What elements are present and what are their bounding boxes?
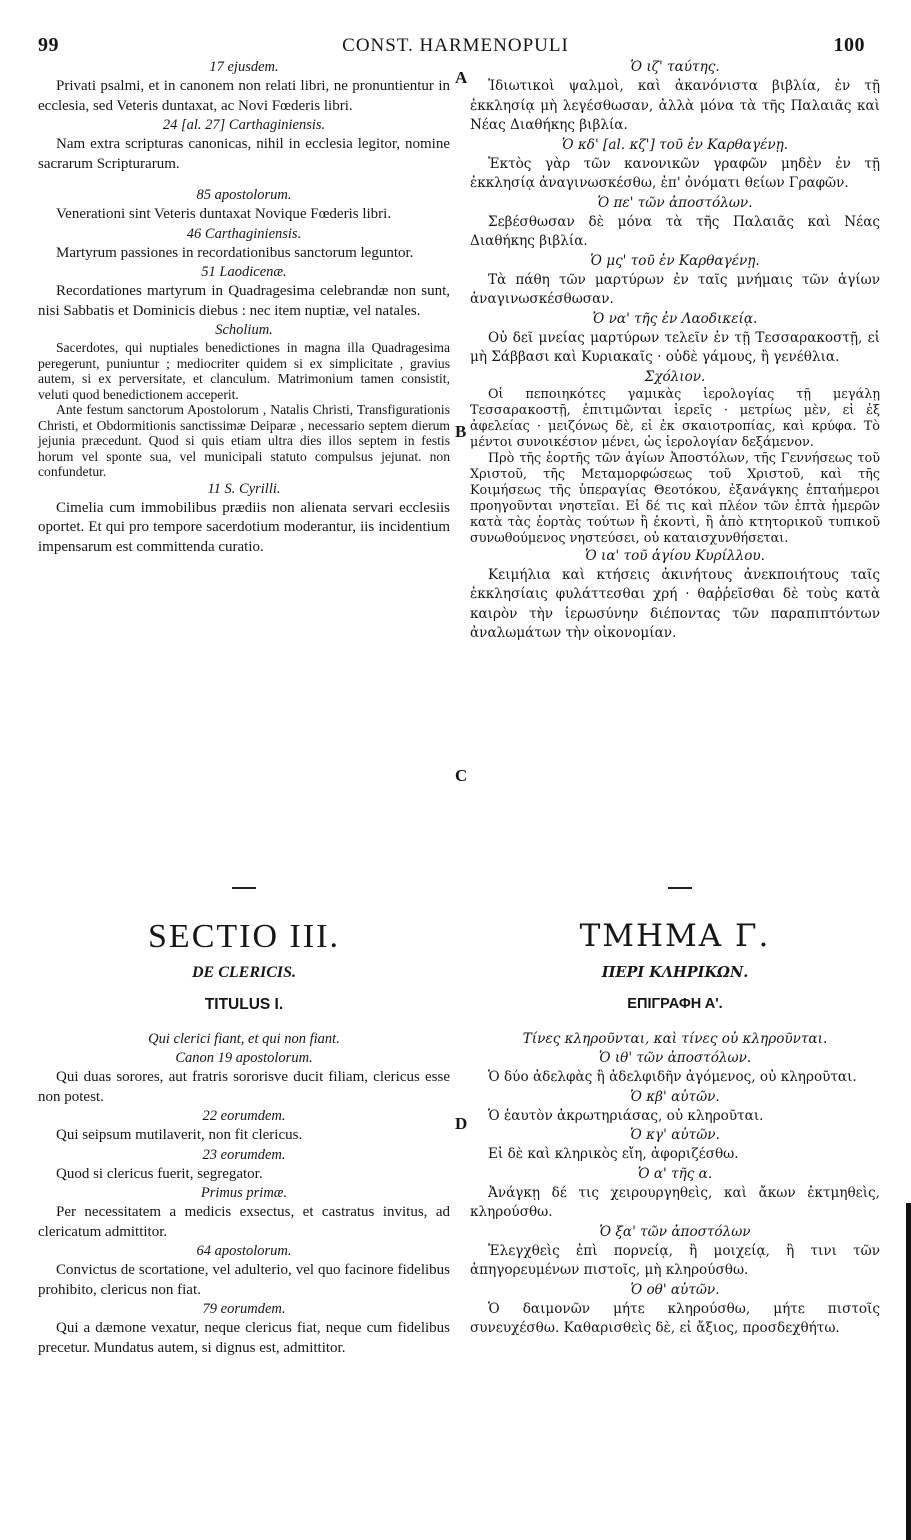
canon-paragraph: Ἐλεγχθεὶς ἐπὶ πορνείᾳ, ἢ μοιχείᾳ, ἢ τινι τῶν ἀπηγορευμένων πιστοῖς, μὴ κληρούσθω. — [470, 1242, 880, 1278]
canon-heading: Ὁ ια' τοῦ ἁγίου Κυρίλλου. — [584, 547, 765, 564]
canon-paragraph: Martyrum passiones in recordationibus sanctorum leguntor. — [56, 244, 414, 261]
canon-paragraph: Εἰ δὲ καὶ κληρικὸς εἴη, ἀφοριζέσθω. — [488, 1146, 739, 1162]
canon-heading: Ὁ κγ' αὐτῶν. — [630, 1127, 720, 1143]
canon-paragraph: Ὁ ἑαυτὸν ἀκρωτηριάσας, οὐ κληροῦται. — [488, 1107, 764, 1124]
canon-heading: 17 ejusdem. — [209, 59, 279, 75]
canon-heading: 46 Carthaginiensis. — [186, 225, 302, 242]
scholium-paragraph: Sacerdotes, qui nuptiales benedictiones in magna illa Quadragesima peregerunt, puniuntur ; mediocriter quidem si ex simplicitate , gravius autem, si ex perversitate, et clanculum. Matrimonium tamen consistit, veluti quod benedictionem acceperit. — [38, 340, 450, 402]
canon-heading: Ὁ ξα' τῶν ἀποστόλων — [599, 1223, 751, 1240]
page-edge-shadow — [906, 1203, 911, 1540]
section-subtitle-greek: ΠΕΡΙ ΚΛΗΡΙΚΩΝ. — [601, 964, 749, 981]
canon-paragraph: Recordationes martyrum in Quadragesima celebrandæ non sunt, nisi Sabbatis et Dominicis diebus : nec item nuptiæ, vel natales. — [38, 283, 450, 319]
canon-heading: Τίνες κληροῦνται, καὶ τίνες οὐ κληροῦνται. — [522, 1031, 828, 1047]
canon-heading: Σχόλιον. — [644, 368, 706, 385]
canon-paragraph: Ὁ δαιμονῶν μήτε κληρούσθω, μήτε πιστοῖς συνευχέσθω. Καθαρισθεὶς δὲ, εἰ ἄξιος, προσδεχθήτω. — [470, 1300, 880, 1336]
canon-heading: Ὁ α' τῆς α. — [637, 1165, 713, 1182]
canon-paragraph: Ἀνάγκῃ δέ τις χειρουργηθεὶς, καὶ ἄκων ἐκτμηθεὶς, κληρούσθω. — [470, 1184, 880, 1220]
canon-heading: 79 eorumdem. — [202, 1301, 286, 1317]
canon-paragraph: Privati psalmi, et in canonem non relati libri, ne pronuntientur in ecclesia, sed Veteris duntaxat, ac Novi Fœderis libri. — [38, 78, 450, 114]
section-title-latin: SECTIO III. — [148, 918, 340, 955]
canon-paragraph: Τὰ πάθη τῶν μαρτύρων ἐν ταῖς μνήμαις τῶν ἁγίων ἀναγινωσκέσθωσαν. — [470, 271, 880, 307]
canon-heading: Ὁ πε' τῶν ἀποστόλων. — [597, 194, 753, 211]
canon-paragraph: Ἐκτὸς γὰρ τῶν κανονικῶν γραφῶν μηδὲν ἐν τῇ ἐκκλησίᾳ ἀναγινωσκέσθω, ἐπ' ὀνόματι θείων Γραφῶν. — [470, 155, 880, 191]
canon-heading: Ὁ μς' τοῦ ἐν Καρθαγένῃ. — [590, 252, 760, 269]
canon-heading: Primus primæ. — [200, 1185, 288, 1201]
canon-paragraph: Οὐ δεῖ μνείας μαρτύρων τελεῖν ἐν τῇ Τεσσαρακοστῇ, εἰ μὴ Σάββασι καὶ Κυριακαῖς · οὐδὲ γάμους, ἢ γενέθλια. — [470, 329, 880, 365]
canon-heading: Ὁ ιθ' τῶν ἀποστόλων. — [598, 1050, 752, 1066]
margin-letter-b: B — [455, 422, 467, 441]
canon-heading: Canon 19 apostolorum. — [175, 1050, 313, 1066]
running-title: CONST. HARMENOPULI — [342, 35, 569, 56]
canon-paragraph: Qui seipsum mutilaverit, non fit clericus. — [56, 1127, 303, 1143]
scholium-paragraph: Οἱ πεποιηκότες γαμικὰς ἱερολογίας τῇ μεγάλῃ Τεσσαρακοστῇ, ἐπιτιμῶνται ἱερεῖς · μετρίως μὲν, εἰ ἐξ ἀφελείας · μειζόνως δὲ, εἰ ἐκ σκαιοτροπίας, καὶ κρύφα. Τὸ μέντοι συνοικέσιον μένει, ὡς ἱερολογίαν δεξάμενον. — [470, 386, 880, 450]
spacer — [38, 174, 450, 186]
canon-heading: Qui clerici fiant, et qui non fiant. — [148, 1031, 340, 1047]
canon-paragraph: Convictus de scortatione, vel adulterio, vel quo facinore fidelibus prohibito, clericus non fiat. — [38, 1262, 450, 1298]
titulus-latin: TITULUS I. — [204, 996, 284, 1013]
canon-heading: Ὁ κδ' [al. κζ'] τοῦ ἐν Καρθαγένῃ. — [561, 136, 789, 153]
canon-paragraph: Qui a dæmone vexatur, neque clericus fiat, neque cum fidelibus precetur. Mundatus autem, si dignus est, admittitor. — [38, 1320, 450, 1356]
canon-heading: Ὁ οθ' αὐτῶν. — [630, 1281, 720, 1298]
canon-heading: 22 eorumdem. — [202, 1108, 286, 1124]
canon-paragraph: Per necessitatem a medicis exsectus, et castratus invitus, ad clericatum admittitor. — [38, 1204, 450, 1240]
canon-paragraph: Σεβέσθωσαν δὲ μόνα τὰ τῆς Παλαιᾶς καὶ Νέας Διαθήκης βιβλία. — [470, 213, 880, 249]
canon-paragraph: Quod si clericus fuerit, segregator. — [56, 1165, 263, 1182]
canon-paragraph: Ἰδιωτικοὶ ψαλμοὶ, καὶ ἀκανόνιστα βιβλία, ἐν τῇ ἐκκλησίᾳ μὴ λεγέσθωσαν, ἀλλὰ μόνα τὰ τῆς Παλαιᾶς καὶ Νέας Διαθήκης βιβλία. — [470, 78, 880, 133]
margin-letter-a: A — [455, 68, 468, 87]
canon-paragraph: Cimelia cum immobilibus prædiis non alienata servari ecclesiis oportet. Et qui pro tempore sacerdotium moderantur, iis incidentium impensarum est committenda curatio. — [38, 499, 450, 555]
canon-heading: 51 Laodicenæ. — [201, 264, 287, 280]
section-subtitle-latin: DE CLERICIS. — [191, 964, 297, 981]
scholium-paragraph: Ante festum sanctorum Apostolorum , Natalis Christi, Transfigurationis Christi, et Obdormitionis sanctissimæ Deiparæ , necessario septem dierum jejunia præcedunt. Quod si quis etiam ultra dies illos septem in festis horum vel sponte sua, vel municipali statuto compulsus jejunat. non confundetur. — [38, 402, 450, 479]
section-title-greek: ΤΜΗΜΑ Γ. — [579, 918, 771, 954]
latin-column-top — [38, 58, 450, 557]
section-divider-left — [232, 887, 256, 889]
canon-heading: 23 eorumdem. — [202, 1146, 286, 1163]
canon-heading: Ὁ κβ' αὐτῶν. — [630, 1088, 720, 1105]
canon-paragraph: Ὁ δύο ἀδελφὰς ἢ ἀδελφιδῆν ἀγόμενος, οὐ κληροῦται. — [488, 1069, 857, 1085]
titulus-greek: ΕΠΙΓΡΑΦΗ Α'. — [627, 996, 723, 1012]
section-divider-right — [668, 887, 692, 889]
page-number-left: 99 — [38, 34, 59, 56]
margin-letter-d: D — [455, 1114, 468, 1133]
canon-paragraph: Qui duas sorores, aut fratris sororisve ducit filiam, clericus esse non potest. — [38, 1069, 450, 1105]
canon-heading: Scholium. — [215, 322, 273, 338]
greek-column-bottom — [470, 1030, 880, 1339]
canon-heading: 24 [al. 27] Carthaginiensis. — [162, 117, 326, 133]
canon-heading: 85 apostolorum. — [196, 187, 292, 203]
page-number-right: 100 — [833, 34, 865, 56]
latin-column-bottom — [38, 1030, 450, 1358]
canon-paragraph: Κειμήλια καὶ κτήσεις ἀκινήτους ἀνεκποιήτους ταῖς ἐκκλησίαις φυλάττεσθαι χρή · θαῤῥεῖσθαι δὲ τοὺς κατὰ καιρὸν τὴν ἱερωσύνην διέποντας τῶν παραπιπτόντων ἀναλωμάτων τὴν οἰκονομίαν. — [470, 566, 880, 641]
canon-paragraph: Nam extra scripturas canonicas, nihil in ecclesia legitor, nomine sacrarum Scripturarum. — [38, 136, 450, 172]
canon-heading: 11 S. Cyrilli. — [207, 480, 281, 497]
canon-heading: 64 apostolorum. — [196, 1243, 292, 1259]
canon-heading: Ὁ να' τῆς ἐν Λαοδικείᾳ. — [592, 310, 758, 327]
scholium-paragraph: Πρὸ τῆς ἑορτῆς τῶν ἁγίων Ἀποστόλων, τῆς Γεννήσεως τοῦ Χριστοῦ, τῆς Μεταμορφώσεως τοῦ Χριστοῦ, καὶ τῆς Κοιμήσεως τῆς ὑπεραγίας Θεοτόκου, ἐξανάγκης ἑπταήμεροι προηγοῦνται νηστεῖαι. Εἰ δέ τις καὶ πλέον τῶν ἑπτὰ ἡμερῶν κατὰ τὰς ἑορτὰς τούτων ἢ ἑκοντὶ, ἢ ἀπὸ κτητορικοῦ τυπικοῦ συνωθούμενος νηστεύσει, οὐ καταισχυνθήσεται. — [470, 450, 880, 546]
canon-paragraph: Venerationi sint Veteris duntaxat Novique Fœderis libri. — [56, 206, 392, 222]
greek-column-top — [470, 58, 880, 644]
canon-heading: Ὁ ιζ' ταύτης. — [630, 59, 720, 75]
margin-letter-c: C — [455, 766, 468, 785]
